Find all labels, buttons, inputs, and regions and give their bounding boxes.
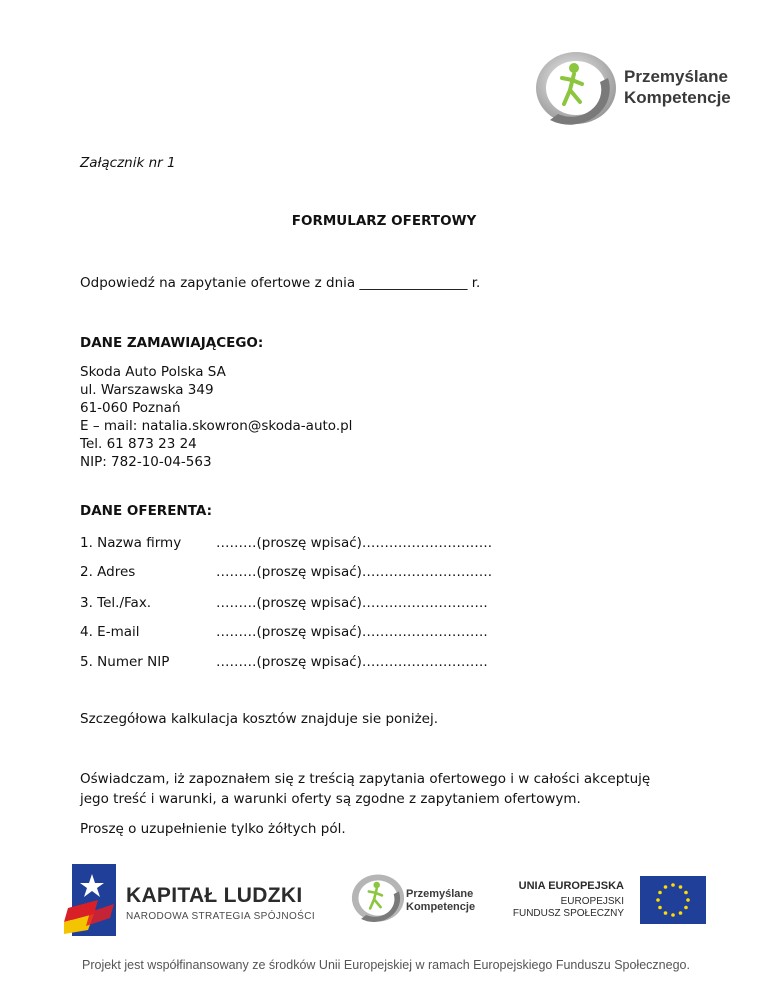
eu-star-icon bbox=[658, 906, 662, 910]
field-label: 1. Nazwa firmy bbox=[80, 535, 182, 551]
client-line: Tel. 61 873 23 24 bbox=[80, 436, 197, 452]
client-email: E – mail: natalia.skowron@skoda-auto.pl bbox=[80, 418, 353, 434]
field-value-input[interactable]: ………(proszę wpisać)………………………. bbox=[216, 595, 488, 611]
logo-text bbox=[624, 66, 731, 108]
eu-subtitle-2: FUNDUSZ SPOŁECZNY bbox=[512, 908, 624, 919]
client-line: NIP: 782-10-04-563 bbox=[80, 454, 212, 470]
eu-star-icon bbox=[664, 911, 668, 915]
logo-line-1: Przemyślane bbox=[624, 67, 728, 86]
kapital-ludzki-emblem-icon bbox=[64, 864, 120, 936]
client-line: 61-060 Poznań bbox=[80, 400, 181, 416]
pk-line-2: Kompetencje bbox=[406, 901, 476, 913]
eu-text bbox=[512, 880, 624, 930]
eu-star-icon bbox=[684, 906, 688, 910]
kl-subtitle: NARODOWA STRATEGIA SPÓJNOŚCI bbox=[126, 911, 316, 922]
logo-line-2: Kompetencje bbox=[624, 88, 731, 107]
field-label: 2. Adres bbox=[80, 564, 136, 580]
bidder-heading: DANE OFERENTA: bbox=[80, 503, 212, 519]
client-details bbox=[80, 363, 352, 471]
field-value-input[interactable]: ………(proszę wpisać)…………………….…. bbox=[216, 535, 493, 551]
eu-star-icon bbox=[664, 885, 668, 889]
przemyslane-kompetencje-logo bbox=[530, 48, 740, 128]
eu-star-icon bbox=[679, 885, 683, 889]
eu-star-icon bbox=[679, 911, 683, 915]
eu-star-icon bbox=[671, 883, 675, 887]
fill-request: Proszę o uzupełnienie tylko żółtych pól. bbox=[80, 821, 346, 837]
eu-star-icon bbox=[656, 898, 660, 902]
pk-small-text bbox=[406, 888, 475, 914]
field-value-input[interactable]: ………(proszę wpisać)…………………….…. bbox=[216, 564, 493, 580]
logo-emblem-icon bbox=[530, 48, 622, 128]
cost-note: Szczegółowa kalkulacja kosztów znajduje sie poniżej. bbox=[80, 711, 439, 727]
declaration-line-2: jego treść i warunki, a warunki oferty są zgodne z zapytaniem ofertowym. bbox=[80, 791, 581, 807]
eu-title: UNIA EUROPEJSKA bbox=[518, 880, 624, 892]
client-line: ul. Warszawska 349 bbox=[80, 382, 214, 398]
declaration-line-1: Oświadczam, iż zapoznałem się z treścią zapytania ofertowego i w całości akceptuję bbox=[80, 771, 651, 787]
attachment-label: Załącznik nr 1 bbox=[80, 155, 176, 171]
client-line: Skoda Auto Polska SA bbox=[80, 364, 226, 380]
pk-line-1: Przemyślane bbox=[406, 888, 474, 900]
footer bbox=[60, 862, 710, 972]
field-value-input[interactable]: ………(proszę wpisać)………………………. bbox=[216, 654, 488, 670]
kapital-ludzki-logo bbox=[60, 862, 360, 942]
eu-star-icon bbox=[684, 891, 688, 895]
response-line: Odpowiedź na zapytanie ofertowe z dnia ________________ r. bbox=[80, 275, 481, 291]
field-value-input[interactable]: ………(proszę wpisać)………………………. bbox=[216, 624, 488, 640]
eu-star-icon bbox=[671, 913, 675, 917]
eu-flag-icon bbox=[640, 876, 706, 924]
cofinancing-note: Projekt jest współfinansowany ze środków Unii Europejskiej w ramach Europejskiego Funduszu Społecznego. bbox=[82, 958, 690, 972]
eu-star-icon bbox=[686, 898, 690, 902]
eu-subtitle-1: EUROPEJSKI bbox=[560, 896, 624, 907]
kl-title: KAPITAŁ LUDZKI bbox=[126, 884, 303, 907]
przemyslane-kompetencje-small-logo bbox=[348, 870, 488, 934]
client-heading: DANE ZAMAWIAJĄCEGO: bbox=[80, 335, 264, 351]
field-label: 5. Numer NIP bbox=[80, 654, 170, 670]
logo-emblem-small-icon bbox=[348, 870, 408, 926]
eu-star-icon bbox=[658, 891, 662, 895]
form-title: FORMULARZ OFERTOWY bbox=[291, 213, 477, 229]
field-label: 3. Tel./Fax. bbox=[80, 595, 152, 611]
field-label: 4. E-mail bbox=[80, 624, 140, 640]
